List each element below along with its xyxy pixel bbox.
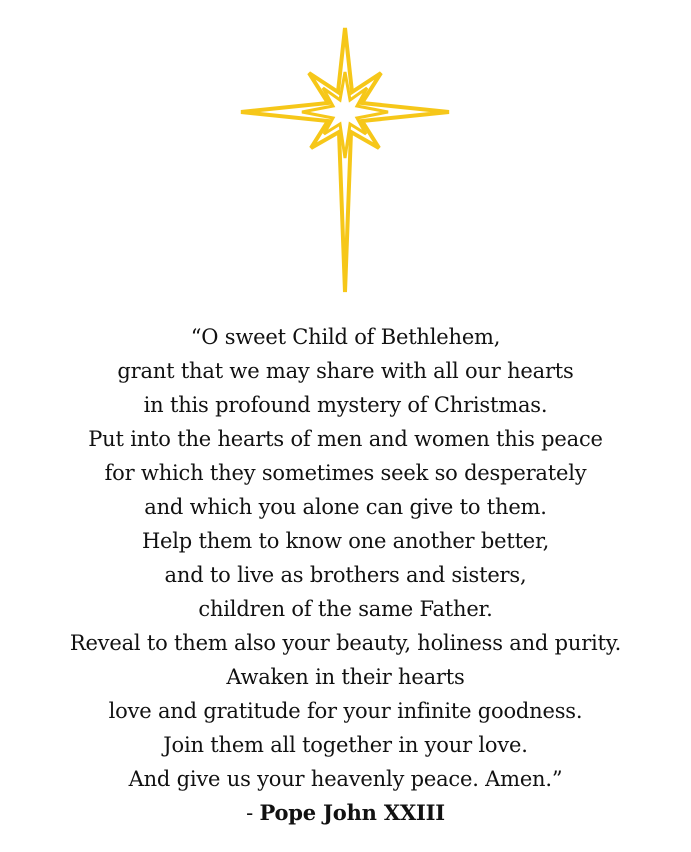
prayer-line: Reveal to them also your beauty, holiness and purity. — [69, 631, 622, 655]
prayer-line: And give us your heavenly peace. Amen.” — [128, 767, 563, 791]
star-of-bethlehem-icon — [0, 0, 691, 300]
prayer-line: in this profound mystery of Christmas. — [143, 393, 548, 417]
attribution-prefix: - — [246, 801, 260, 825]
prayer-line: and to live as brothers and sisters, — [164, 563, 527, 587]
prayer-line: and which you alone can give to them. — [144, 495, 547, 519]
prayer-line: Put into the hearts of men and women this peace — [88, 427, 603, 451]
author-name: Pope John XXIII — [259, 800, 445, 825]
attribution — [0, 796, 691, 830]
prayer-line: “O sweet Child of Bethlehem, — [190, 325, 501, 349]
prayer-line: children of the same Father. — [198, 597, 493, 621]
prayer-line: grant that we may share with all our hearts — [117, 359, 574, 383]
prayer-text — [0, 320, 691, 830]
prayer-line: Awaken in their hearts — [226, 665, 465, 689]
prayer-line: for which they sometimes seek so desperately — [104, 461, 587, 485]
prayer-line: Join them all together in your love. — [163, 733, 528, 757]
prayer-line: love and gratitude for your infinite goodness. — [108, 699, 583, 723]
prayer-line: Help them to know one another better, — [141, 529, 550, 553]
